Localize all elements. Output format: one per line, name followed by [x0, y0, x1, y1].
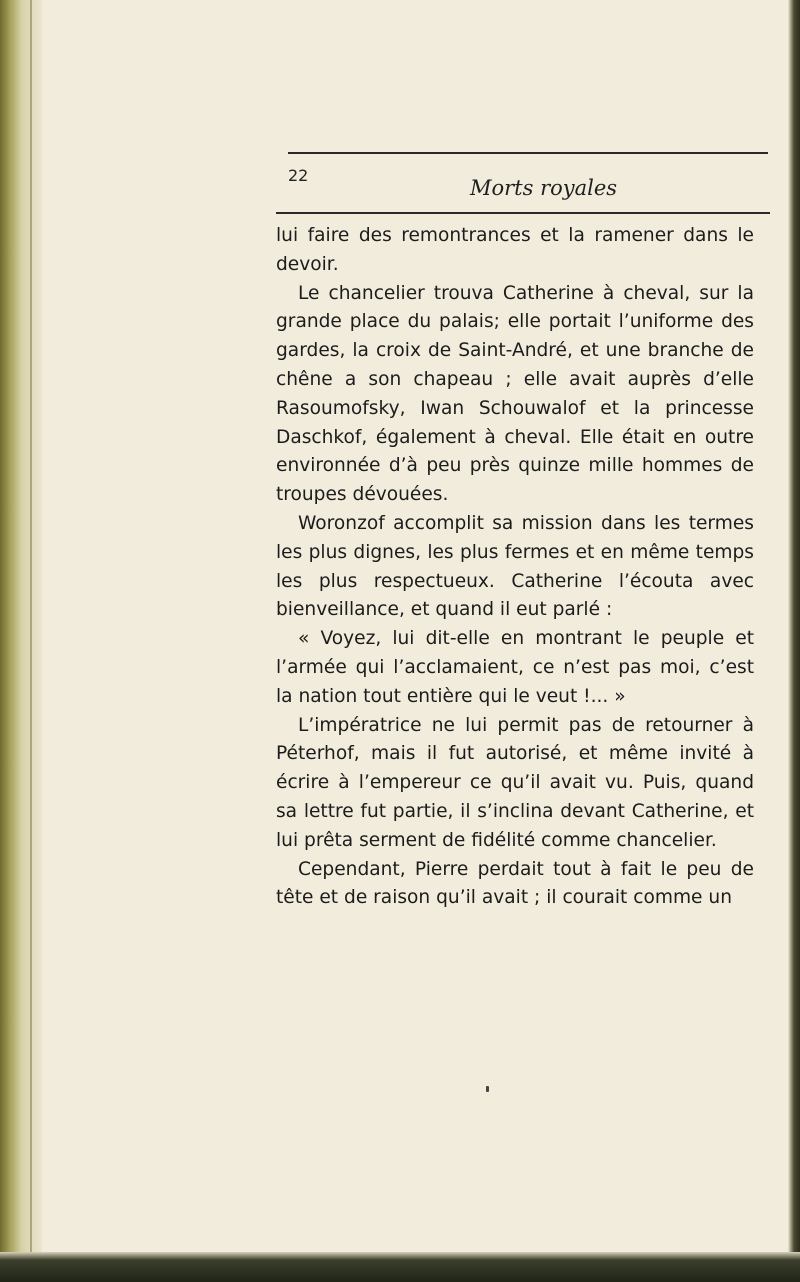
binding-crease: [30, 0, 32, 1282]
header-rule-top: [288, 152, 768, 154]
running-title: Morts royales: [470, 176, 618, 200]
ink-speck: [486, 1086, 489, 1092]
body-text: [276, 222, 754, 913]
paragraph: « Voyez, lui dit-elle en montrant le peuple et l’armée qui l’acclamaient, ce n’est pas moi, c’est la nation tout entière qui le veut !... »: [276, 628, 754, 707]
page-number: 22: [288, 166, 309, 185]
header-rule-bottom: [276, 212, 770, 214]
paragraph: L’impératrice ne lui permit pas de retourner à Péterhof, mais il fut autorisé, et même invité à écrire à l’empereur ce qu’il avait vu. Puis, quand sa lettre fut partie, il s’inclina devant Catherine, et lui prêta serment de fidélité comme chancelier.: [276, 714, 754, 851]
page-bottom-edge: [0, 1252, 800, 1282]
paragraph: Cependant, Pierre perdait tout à fait le peu de tête et de raison qu’il avait ; il courait comme un: [276, 858, 754, 909]
book-binding: [0, 0, 42, 1282]
paragraph: Woronzof accomplit sa mission dans les termes les plus dignes, les plus fermes et en même temps les plus respectueux. Catherine l’écouta avec bienveillance, et quand il eut parlé :: [276, 512, 754, 621]
paragraph: Le chancelier trouva Catherine à cheval, sur la grande place du palais; elle portait l’uniforme des gardes, la croix de Saint-André, et une branche de chêne a son chapeau ; elle avait auprès d’elle Rasoumofsky, Iwan Schouwalof et la princesse Daschkof, également à cheval. Elle était en outre environnée d’à peu près quinze mille hommes de troupes dévouées.: [276, 282, 754, 506]
book-page: [42, 0, 788, 1252]
page-right-edge: [788, 0, 800, 1282]
paragraph: lui faire des remontrances et la ramener dans le devoir.: [276, 225, 754, 275]
